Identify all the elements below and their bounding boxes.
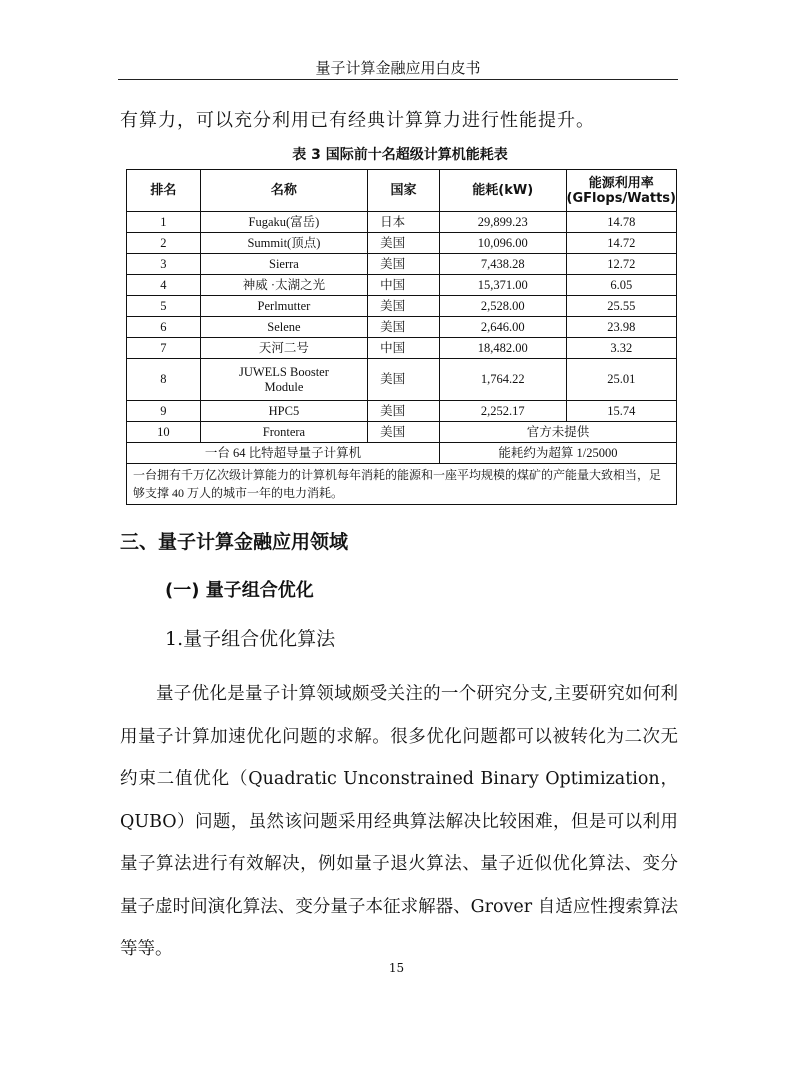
- cell-rank: 4: [127, 275, 201, 296]
- cell-name: HPC5: [200, 401, 367, 422]
- cell-country: 美国: [368, 422, 440, 443]
- table-row: [127, 275, 677, 296]
- cell-not-provided: 官方未提供: [439, 422, 676, 443]
- cell-power: 29,899.23: [439, 212, 566, 233]
- header-efficiency-line1: 能源利用率: [588, 175, 654, 191]
- header-efficiency-line2: (GFlops/Watts): [566, 190, 676, 206]
- cell-rank: 2: [127, 233, 201, 254]
- cell-name: Selene: [200, 317, 367, 338]
- cell-efficiency: 14.72: [566, 233, 676, 254]
- cell-rank: 5: [127, 296, 201, 317]
- note-row: [127, 464, 677, 505]
- supercomputer-energy-table: [126, 169, 677, 505]
- cell-power: 10,096.00: [439, 233, 566, 254]
- header-name: 名称: [200, 170, 367, 212]
- cell-name: Summit(顶点): [200, 233, 367, 254]
- table-note: 一台拥有千万亿次级计算能力的计算机每年消耗的能源和一座平均规模的煤矿的产能量大致相当，足够支撑 40 万人的城市一年的电力消耗。: [127, 464, 677, 505]
- cell-rank: 7: [127, 338, 201, 359]
- cell-efficiency: 23.98: [566, 317, 676, 338]
- table-row: [127, 212, 677, 233]
- cell-power: 2,646.00: [439, 317, 566, 338]
- cell-country: 美国: [368, 296, 440, 317]
- page-number: 15: [388, 961, 405, 975]
- page-header-title: 量子计算金融应用白皮书: [315, 59, 481, 77]
- table-row: [127, 422, 677, 443]
- table-row: [127, 233, 677, 254]
- cell-country: 中国: [368, 275, 440, 296]
- cell-country: 美国: [368, 317, 440, 338]
- cell-country: 中国: [368, 338, 440, 359]
- body-paragraph: 量子优化是量子计算领域颇受关注的一个研究分支,主要研究如何利用量子计算加速优化问题的求解。很多优化问题都可以被转化为二次无约束二值优化（Quadratic Unconstrained Binary Optimization，QUBO）问题，虽然该问题采用经典算法解决比较困难，但是可以利用量子算法进行有效解决，例如量子退火算法、量子近似优化算法、变分量子虚时间演化算法、变分量子本征求解器、Grover 自适应性搜索算法等等。: [120, 684, 678, 959]
- cell-name-line2: Module: [264, 379, 304, 394]
- quantum-power: 能耗约为超算 1/25000: [439, 443, 676, 464]
- cell-name: Frontera: [200, 422, 367, 443]
- table-row: [127, 401, 677, 422]
- cell-name: Fugaku(富岳): [200, 212, 367, 233]
- cell-rank: 9: [127, 401, 201, 422]
- cell-name: Perlmutter: [200, 296, 367, 317]
- table-row: [127, 359, 677, 401]
- cell-efficiency: 15.74: [566, 401, 676, 422]
- cell-power: 7,438.28: [439, 254, 566, 275]
- header-power: 能耗(kW): [439, 170, 566, 212]
- cell-efficiency: 25.01: [566, 359, 676, 401]
- cell-power: 1,764.22: [439, 359, 566, 401]
- cell-efficiency: 14.78: [566, 212, 676, 233]
- cell-rank: 6: [127, 317, 201, 338]
- quantum-row: [127, 443, 677, 464]
- cell-name: [200, 359, 367, 401]
- subsection-heading: (一) 量子组合优化: [165, 580, 314, 601]
- cell-country: 美国: [368, 359, 440, 401]
- table-row: [127, 296, 677, 317]
- header-rank: 排名: [127, 170, 201, 212]
- cell-power: 18,482.00: [439, 338, 566, 359]
- cell-rank: 1: [127, 212, 201, 233]
- header-country: 国家: [368, 170, 440, 212]
- section-heading: 三、量子计算金融应用领域: [120, 531, 349, 553]
- cell-efficiency: 25.55: [566, 296, 676, 317]
- cell-efficiency: 3.32: [566, 338, 676, 359]
- cell-power: 15,371.00: [439, 275, 566, 296]
- cell-name-line1: JUWELS Booster: [238, 364, 329, 379]
- continuation-paragraph: 有算力，可以充分利用已有经典计算算力进行性能提升。: [120, 110, 595, 131]
- cell-name: Sierra: [200, 254, 367, 275]
- quantum-label: 一台 64 比特超导量子计算机: [127, 443, 440, 464]
- cell-efficiency: 12.72: [566, 254, 676, 275]
- cell-country: 日本: [368, 212, 440, 233]
- header-efficiency: [566, 170, 676, 212]
- table-header-row: [127, 170, 677, 212]
- table-row: [127, 317, 677, 338]
- cell-rank: 10: [127, 422, 201, 443]
- header-rule: [118, 79, 678, 80]
- table-row: [127, 254, 677, 275]
- cell-country: 美国: [368, 233, 440, 254]
- cell-name: 天河二号: [200, 338, 367, 359]
- cell-name: 神威 ·太湖之光: [200, 275, 367, 296]
- cell-power: 2,252.17: [439, 401, 566, 422]
- cell-rank: 3: [127, 254, 201, 275]
- cell-rank: 8: [127, 359, 201, 401]
- cell-country: 美国: [368, 254, 440, 275]
- cell-power: 2,528.00: [439, 296, 566, 317]
- subsubsection-heading: 1.量子组合优化算法: [165, 628, 336, 650]
- cell-efficiency: 6.05: [566, 275, 676, 296]
- table-row: [127, 338, 677, 359]
- cell-country: 美国: [368, 401, 440, 422]
- table-caption: 表 3 国际前十名超级计算机能耗表: [292, 147, 508, 163]
